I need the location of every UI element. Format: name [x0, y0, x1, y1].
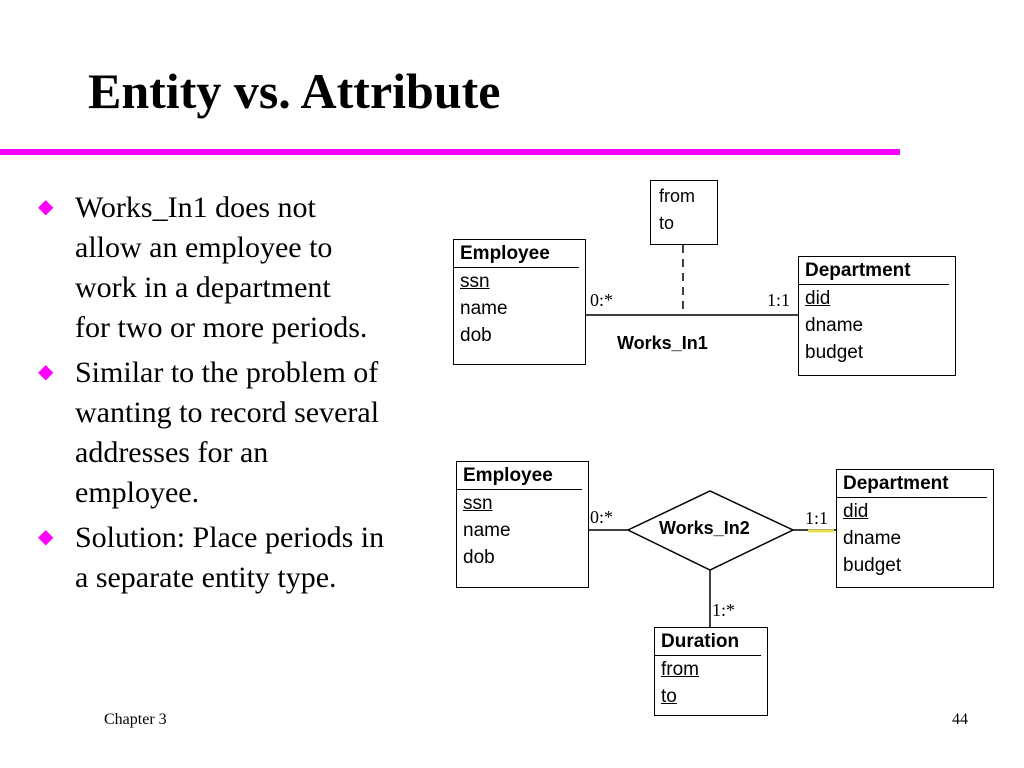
attr-key: did	[805, 288, 831, 309]
footer-chapter: Chapter 3	[104, 711, 167, 728]
department-entity-2	[836, 469, 994, 588]
attr-from: from	[661, 659, 699, 680]
attr-name: name	[460, 298, 508, 319]
attr-dname: dname	[805, 315, 864, 336]
relationship-attributes-box	[650, 180, 718, 245]
slide-title: Entity vs. Attribute	[88, 63, 501, 119]
attr-budget: budget	[843, 555, 902, 576]
cardinality-bottom: 1:*	[712, 600, 736, 620]
entity-title: Department	[799, 257, 949, 285]
bullet-line: allow an employee to	[75, 231, 333, 264]
attr-name: name	[463, 520, 511, 541]
attr-key: did	[843, 501, 869, 522]
entity-title: Employee	[454, 240, 579, 268]
employee-entity-1	[453, 239, 586, 365]
attr-to: to	[659, 213, 675, 233]
cardinality-right: 1:1	[805, 508, 829, 528]
attr-budget: budget	[805, 342, 864, 363]
cardinality-left: 0:*	[590, 507, 614, 527]
employee-entity-2	[456, 461, 589, 588]
bullet-line: Works_In1 does not	[75, 191, 316, 224]
cardinality-left: 0:*	[590, 290, 614, 310]
relationship-label: Works_In1	[617, 333, 708, 353]
bullet-line: a separate entity type.	[75, 561, 337, 594]
duration-entity	[654, 627, 768, 716]
attr-dname: dname	[843, 528, 902, 549]
bullet-line: Similar to the problem of	[75, 356, 379, 389]
department-entity-1	[798, 256, 956, 376]
diamond-bullet-icon: ◆	[38, 526, 54, 548]
bullet-line: employee.	[75, 476, 200, 509]
entity-title: Department	[837, 470, 987, 498]
footer-page-number: 44	[952, 711, 968, 728]
bullet-line: work in a department	[75, 271, 331, 304]
bullet-line: for two or more periods.	[75, 311, 368, 344]
attr-key: ssn	[460, 271, 490, 292]
attr-dob: dob	[460, 325, 492, 346]
entity-title: Employee	[457, 462, 582, 490]
attr-key: ssn	[463, 493, 493, 514]
bullet-line: Solution: Place periods in	[75, 521, 385, 554]
bullet-line: addresses for an	[75, 436, 269, 469]
attr-from: from	[659, 186, 695, 206]
diamond-bullet-icon: ◆	[38, 196, 54, 218]
diamond-bullet-icon: ◆	[38, 361, 54, 383]
attr-dob: dob	[463, 547, 495, 568]
attr-to: to	[661, 686, 677, 707]
entity-title: Duration	[655, 628, 761, 656]
bullet-line: wanting to record several	[75, 396, 380, 429]
relationship-label: Works_In2	[659, 518, 750, 538]
cardinality-right: 1:1	[767, 290, 791, 310]
